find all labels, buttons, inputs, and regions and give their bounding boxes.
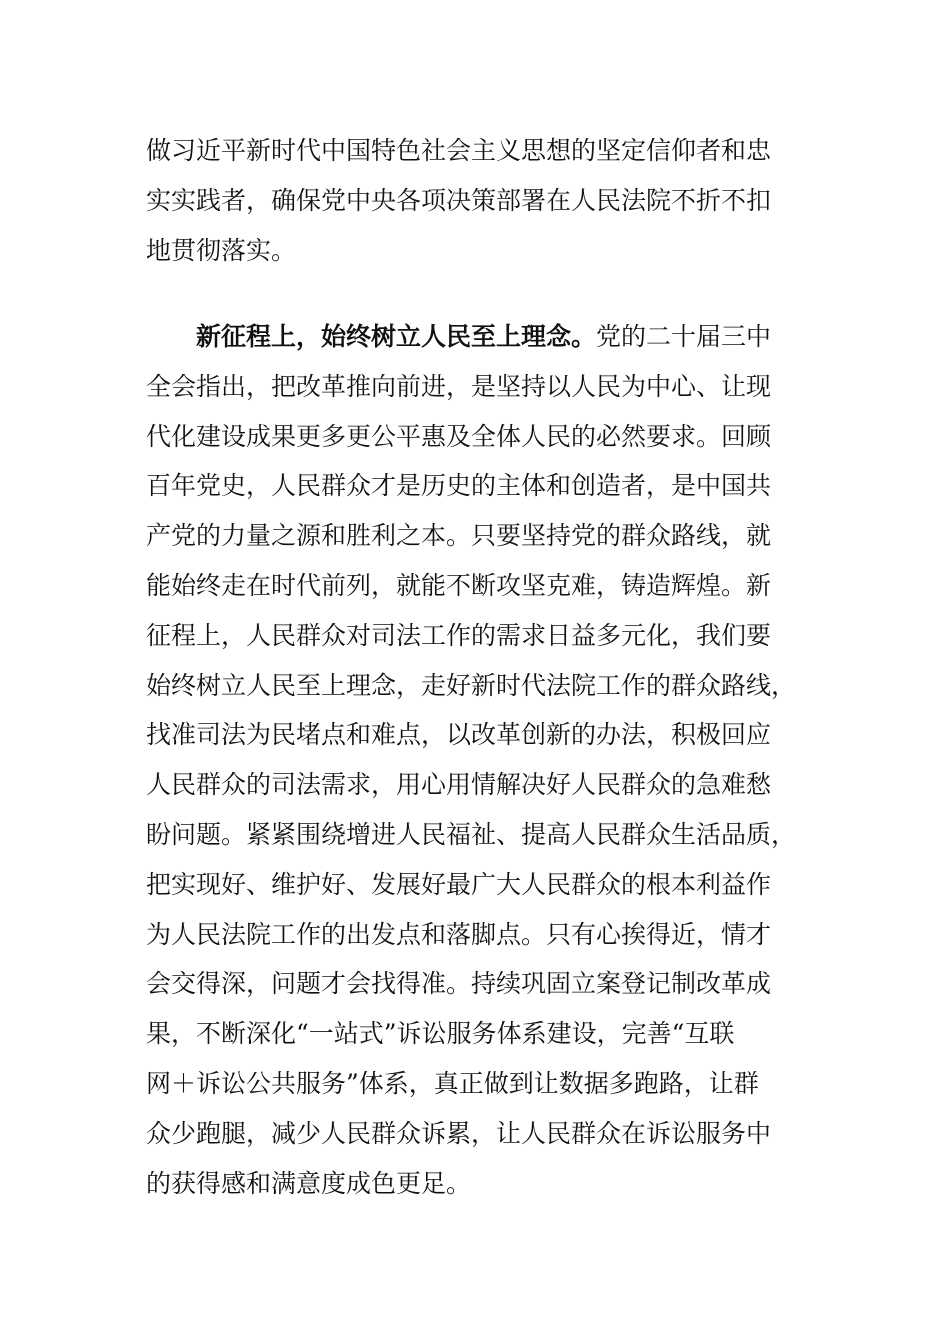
text-line: 地贯彻落实。 [146, 235, 297, 265]
text-line: 征程上，人民群众对司法工作的需求日益多元化，我们要 [146, 620, 772, 650]
paragraph-heading: 新征程上，始终树立人民至上理念。 [196, 322, 597, 351]
text-line: 实实践者，确保党中央各项决策部署在人民法院不折不扣 [146, 185, 772, 215]
text-line: 为人民法院工作的出发点和落脚点。只有心挨得近，情才 [146, 919, 772, 949]
text-line: 把实现好、维护好、发展好最广大人民群众的根本利益作 [146, 869, 772, 899]
paragraph-2 [146, 312, 796, 1208]
text-line: 会交得深，问题才会找得准。持续巩固立案登记制改革成 [146, 969, 772, 999]
text-line: 始终树立人民至上理念，走好新时代法院工作的群众路线， [146, 670, 797, 700]
first-line-text: 党的二十届三中 [596, 322, 772, 351]
text-line: 找准司法为民堵点和难点，以改革创新的办法，积极回应 [146, 720, 772, 750]
paragraph-first-line [146, 312, 796, 362]
text-line: 人民群众的司法需求，用心用情解决好人民群众的急难愁 [146, 770, 772, 800]
paragraph-1 [146, 126, 796, 275]
text-line: 做习近平新时代中国特色社会主义思想的坚定信仰者和忠 [146, 136, 772, 165]
text-line: 众少跑腿，减少人民群众诉累，让人民群众在诉讼服务中 [146, 1118, 772, 1148]
text-line: 能始终走在时代前列，就能不断攻坚克难，铸造辉煌。新 [146, 570, 772, 600]
text-line: 果，不断深化“一站式”诉讼服务体系建设，完善“互联 [146, 1019, 735, 1049]
text-line: 代化建设成果更多更公平惠及全体人民的必然要求。回顾 [146, 421, 772, 451]
text-line: 产党的力量之源和胜利之本。只要坚持党的群众路线，就 [146, 521, 772, 551]
text-line: 网＋诉讼公共服务”体系，真正做到让数据多跑路，让群 [146, 1068, 759, 1098]
text-line: 盼问题。紧紧围绕增进人民福祉、提高人民群众生活品质， [146, 819, 797, 849]
text-line: 百年党史，人民群众才是历史的主体和创造者，是中国共 [146, 471, 772, 501]
text-line: 全会指出，把改革推向前进，是坚持以人民为中心、让现 [146, 371, 772, 401]
text-line: 的获得感和满意度成色更足。 [146, 1168, 472, 1198]
